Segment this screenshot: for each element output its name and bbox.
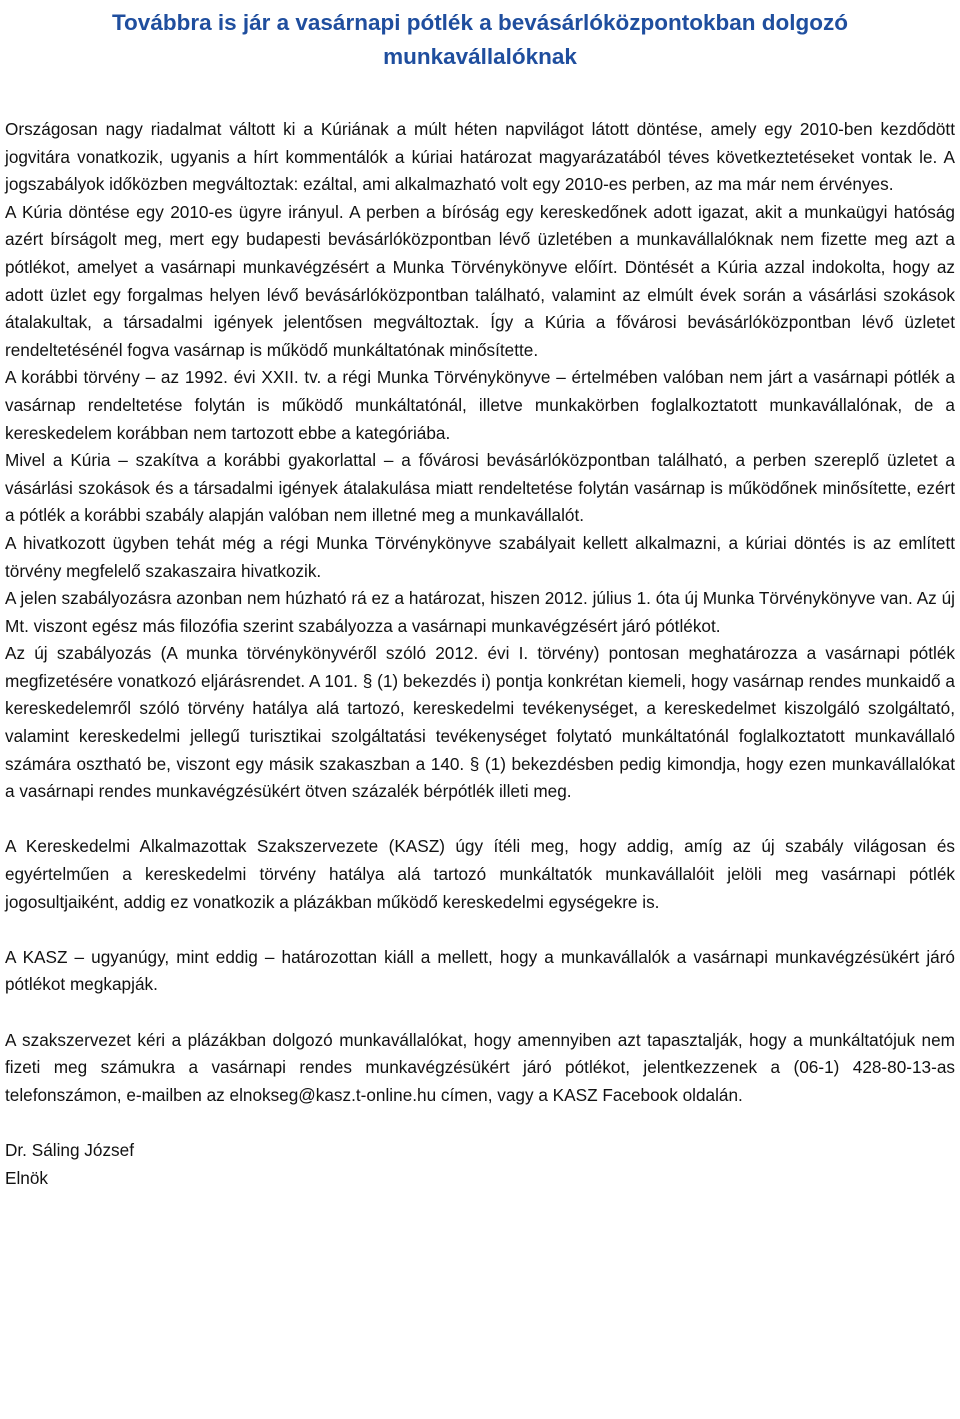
paragraph-contact: A szakszervezet kéri a plázákban dolgozó munkavállalókat, hogy amennyiben azt tapasztalják, hogy a munkáltatójuk nem fizeti meg számukra a vasárnapi rendes munkavégzésükért járó pótlékot, jelentkezzenek a (06-1) 428-80-13-as telefonszámon, e-mailben az elnokseg@kasz.t-online.hu címen, vagy a KASZ Facebook oldalán.	[5, 1029, 955, 1105]
paragraph-spacer	[5, 806, 955, 834]
paragraph-old-law: A korábbi törvény – az 1992. évi XXII. tv. a régi Munka Törvénykönyve – értelmében valóban nem járt a vasárnapi pótlék a vasárnap rendeltetése folytán is működő munkáltatónál, illetve munkakörben foglalkoztatott munkavállalónak, de a kereskedelem korábban nem tartozott ebbe a kategóriába.	[5, 367, 955, 443]
paragraph-spacer	[5, 916, 955, 944]
paragraph-spacer	[5, 1109, 955, 1137]
paragraph-kuria-reasoning: Mivel a Kúria – szakítva a korábbi gyakorlattal – a fővárosi bevásárlóközpontban található, a perben szereplő üzletet a vásárlási szokások és a társadalmi igények átalakulása miatt rendeltetése folytán vasárnap is működőnek minősítette, ezért a pótlék a korábbi szabály alapján valóban nem illetné meg a munkavállalót.	[5, 450, 955, 526]
paragraph-spacer	[5, 999, 955, 1027]
article-body	[5, 116, 955, 1192]
paragraph-intro: Országosan nagy riadalmat váltott ki a Kúriának a múlt héten napvilágot látott döntése, amely egy 2010-ben kezdődött jogvitára vonatkozik, ugyanis a hírt kommentálók a kúriai határozat magyarázatából téves következtetéseket vontak le. A jogszabályok időközben megváltoztak: ezáltal, ami alkalmazható volt egy 2010-es perben, az ma már nem érvényes.	[5, 119, 955, 195]
title-line-1: Továbbra is jár a vasárnapi pótlék a bevásárlóközpontokban dolgozó	[111, 10, 849, 35]
paragraph-kuria-decision: A Kúria döntése egy 2010-es ügyre irányul. A perben a bíróság egy kereskedőnek adott igazat, akit a munkaügyi hatóság azért bírságolt meg, mert egy budapesti bevásárlóközpontban lévő üzletében a munkavállalóknak nem fizette meg azt a pótlékot, amelyet a vasárnapi munkavégzésért a Munka Törvénykönyve előírt. Döntését a Kúria azzal indokolta, hogy az adott üzlet egy forgalmas helyen lévő bevásárlóközpontban található, valamint az elmúlt évek során a vásárlási szokások átalakultak, a társadalmi igények jelentősen megváltoztak. Így a Kúria a fővárosi bevásárlóközpontban lévő üzletet rendeltetésénél fogva vasárnap is működő munkáltatónak minősítette.	[5, 201, 955, 360]
document-title	[5, 6, 955, 74]
signature-name: Dr. Sáling József	[5, 1139, 134, 1160]
paragraph-kasz-opinion: A Kereskedelmi Alkalmazottak Szakszervezete (KASZ) úgy ítéli meg, hogy addig, amíg az új szabály világosan és egyértelműen a kereskedelmi törvény hatálya alá tartozó munkáltatók munkavállalóit jelöli meg vasárnapi pótlék jogosultjaiként, addig ez vonatkozik a plázákban működő kereskedelmi egységekre is.	[5, 836, 955, 912]
paragraph-current-regulation: A jelen szabályozásra azonban nem húzható rá ez a határozat, hiszen 2012. július 1. óta új Munka Törvénykönyve van. Az új Mt. viszont egész más filozófia szerint szabályozza a vasárnapi munkavégzésért járó pótlékot.	[5, 588, 955, 636]
paragraph-kasz-position: A KASZ – ugyanúgy, mint eddig – határozottan kiáll a mellett, hogy a munkavállalók a vasárnapi munkavégzésükért járó pótlékot megkapják.	[5, 946, 955, 995]
paragraph-new-rules: Az új szabályozás (A munka törvénykönyvéről szóló 2012. évi I. törvény) pontosan meghatározza a vasárnapi pótlék megfizetésére vonatkozó eljárásrendet. A 101. § (1) bekezdés i) pontja konkrétan kiemeli, hogy vasárnap rendes munkaidő a kereskedelemről szóló törvény hatálya alá tartozó, kereskedelmi tevékenységet, a kereskedelmet kiszolgáló szolgáltató, valamint kereskedelmi jellegű turisztikai szolgáltatási tevékenységet folytató munkáltatónál foglalkoztatott munkavállaló számára osztható be, viszont egy másik szakaszban a 140. § (1) bekezdésben pedig kimondja, hogy ezen munkavállalókat a vasárnapi rendes munkavégzésükért ötven százalék bérpótlék illeti meg.	[5, 643, 955, 802]
title-line-2: munkavállalóknak	[383, 44, 577, 69]
signature-role: Elnök	[5, 1167, 48, 1188]
document-page	[5, 0, 955, 1192]
paragraph-referenced-case: A hivatkozott ügyben tehát még a régi Munka Törvénykönyve szabályait kellett alkalmazni, a kúriai döntés is az említett törvény megfelelő szakaszaira hivatkozik.	[5, 532, 955, 581]
